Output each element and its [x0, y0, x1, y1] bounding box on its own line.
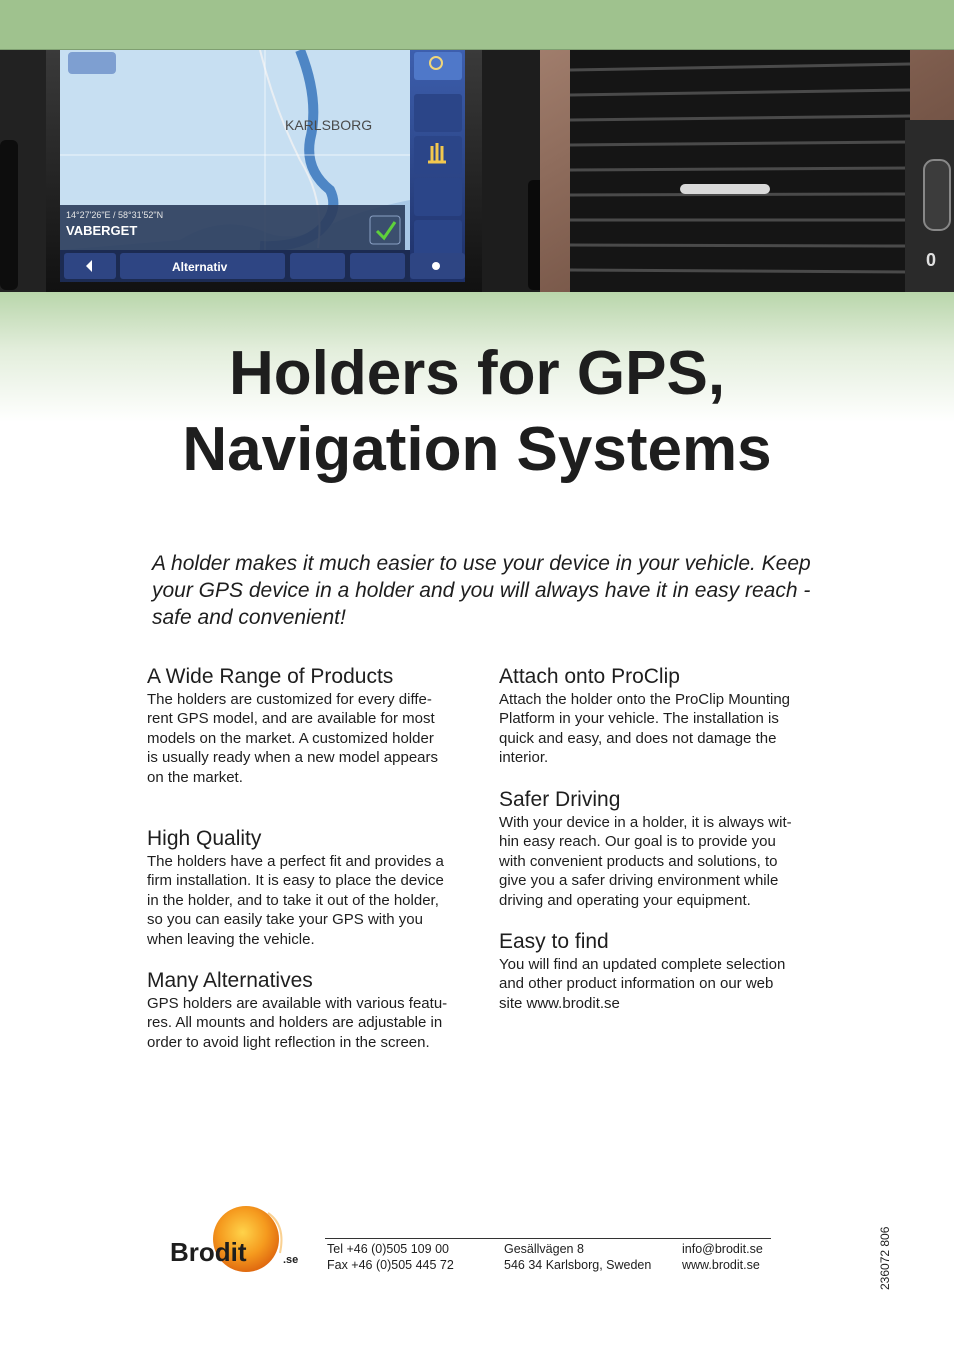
section-heading: Easy to find [499, 930, 609, 953]
nav-alternativ-button-label: Alternativ [172, 260, 228, 274]
footer-city: 546 34 Karlsborg, Sweden [504, 1257, 652, 1272]
section-heading: High Quality [147, 827, 262, 850]
footer-email[interactable]: info@brodit.se [682, 1242, 763, 1256]
section-attach-proclip [499, 664, 829, 787]
map-city-label: KARLSBORG [285, 117, 373, 133]
footer-fax: Fax +46 (0)505 445 72 [327, 1257, 454, 1272]
logo-text: Brodit [170, 1237, 247, 1267]
section-body: With your device in a holder, it is always wit- hin easy reach. Our goal is to provide you with convenient products and solutions, to give you a safer driving environment while driving and operating your equipment. [499, 814, 792, 909]
document-code: 236072 806 [878, 1226, 892, 1290]
section-body: The holders are customized for every diffe- rent GPS model, and are available for most models on the market. A customized holder is usually ready when a new model appears on the market. [147, 691, 438, 786]
left-column [147, 664, 477, 1052]
section-easy-to-find [499, 929, 829, 1013]
section-body: GPS holders are available with various featu- res. All mounts and holders are adjustable in order to avoid light reflection in the screen. [147, 995, 448, 1051]
vent-dial-label: 0 [926, 250, 937, 270]
coordinates-readout: 14°27'26"E / 58°31'52"N [66, 210, 164, 220]
title-line-2: Navigation Systems [182, 415, 772, 484]
footer-contact-block [682, 1242, 763, 1273]
section-body: Attach the holder onto the ProClip Mounting Platform in your vehicle. The installation is quick and easy, and does not damage the interior. [499, 691, 791, 767]
brodit-logo [168, 1205, 310, 1275]
footer-divider [325, 1238, 771, 1239]
logo-suffix: .se [283, 1254, 299, 1266]
section-safer-driving [499, 787, 829, 929]
section-body: The holders have a perfect fit and provides a firm installation. It is easy to place the device in the holder, and to take it out of the holder, so you can easily take your GPS with you when leaving the vehicle. [147, 853, 444, 948]
footer-street: Gesällvägen 8 [504, 1242, 584, 1256]
top-green-band [0, 0, 954, 50]
section-heading: Many Alternatives [147, 969, 313, 992]
page-title [0, 336, 954, 488]
right-column [499, 664, 829, 1013]
section-wide-range [147, 664, 477, 826]
section-heading: Attach onto ProClip [499, 665, 680, 688]
gps-device-photo [0, 50, 954, 292]
section-heading: A Wide Range of Products [147, 665, 394, 688]
footer-web[interactable]: www.brodit.se [682, 1257, 760, 1272]
intro-paragraph: A holder makes it much easier to use your device in your vehicle. Keep your GPS device in a holder and you will always have it in easy reach -safe and convenient! [152, 552, 811, 629]
section-heading: Safer Driving [499, 788, 621, 811]
section-many-alternatives [147, 968, 477, 1052]
footer-address-block [504, 1242, 651, 1273]
footer-phone-block [327, 1242, 454, 1273]
section-high-quality [147, 826, 477, 968]
title-line-1: Holders for GPS, [228, 339, 726, 408]
place-name: VABERGET [66, 223, 138, 238]
footer-tel: Tel +46 (0)505 109 00 [327, 1242, 449, 1256]
section-body: You will find an updated complete selection and other product information on our web site www.brodit.se [499, 956, 786, 1012]
